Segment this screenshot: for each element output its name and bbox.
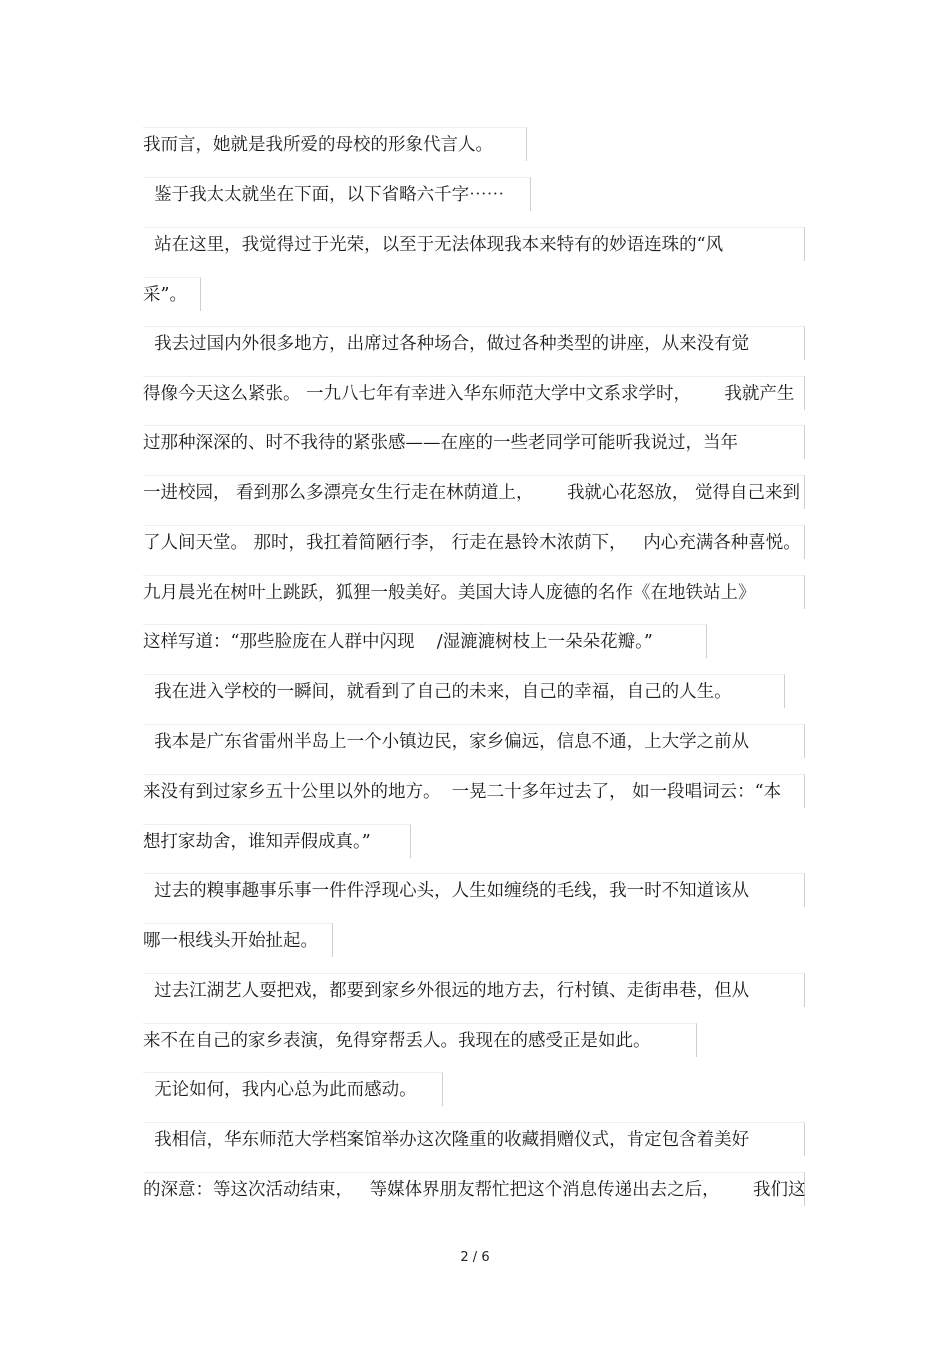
text-line: 来不在自己的家乡表演，免得穿帮丢人。我现在的感受正是如此。 (143, 1023, 697, 1057)
text-line: 想打家劫舍，谁知弄假成真。” (143, 824, 411, 858)
text-line: 的深意：等这次活动结束， 等媒体界朋友帮忙把这个消息传递出去之后， 我们这 (143, 1172, 805, 1206)
text-line: 过去江湖艺人耍把戏，都要到家乡外很远的地方去，行村镇、走街串巷，但从 (143, 973, 805, 1007)
text-line: 过那种深深的、时不我待的紧张感——在座的一些老同学可能听我说过，当年 (143, 425, 805, 459)
text-line: 九月晨光在树叶上跳跃，狐狸一般美好。美国大诗人庞德的名作《在地铁站上》 (143, 575, 805, 609)
text-line: 一进校园， 看到那么多漂亮女生行走在林荫道上， 我就心花怒放， 觉得自己来到 (143, 475, 805, 509)
text-line: 我而言，她就是我所爱的母校的形象代言人。 (143, 127, 527, 161)
text-line: 我在进入学校的一瞬间，就看到了自己的未来，自己的幸福，自己的人生。 (143, 674, 785, 708)
page-number: 2 / 6 (460, 1250, 490, 1265)
text-line: 我相信，华东师范大学档案馆举办这次隆重的收藏捐赠仪式，肯定包含着美好 (143, 1122, 805, 1156)
text-line: 我去过国内外很多地方，出席过各种场合，做过各种类型的讲座，从来没有觉 (143, 326, 805, 360)
text-line: 无论如何，我内心总为此而感动。 (143, 1072, 443, 1106)
text-line: 鉴于我太太就坐在下面，以下省略六千字⋯⋯ (143, 177, 531, 211)
text-line: 哪一根线头开始扯起。 (143, 923, 333, 957)
text-line: 来没有到过家乡五十公里以外的地方。 一晃二十多年过去了， 如一段唱词云：“本 (143, 774, 805, 808)
text-line: 站在这里，我觉得过于光荣，以至于无法体现我本来特有的妙语连珠的“风 (143, 227, 805, 261)
text-line: 过去的糗事趣事乐事一件件浮现心头，人生如缠绕的毛线，我一时不知道该从 (143, 873, 805, 907)
text-line: 了人间天堂。 那时，我扛着简陋行李， 行走在悬铃木浓荫下， 内心充满各种喜悦。 (143, 525, 805, 559)
text-line: 我本是广东省雷州半岛上一个小镇边民，家乡偏远，信息不通，上大学之前从 (143, 724, 805, 758)
text-line: 这样写道：“那些脸庞在人群中闪现 /湿漉漉树枝上一朵朵花瓣。” (143, 624, 707, 658)
text-line: 采”。 (143, 277, 201, 311)
text-line: 得像今天这么紧张。 一九八七年有幸进入华东师范大学中文系求学时， 我就产生 (143, 376, 805, 410)
